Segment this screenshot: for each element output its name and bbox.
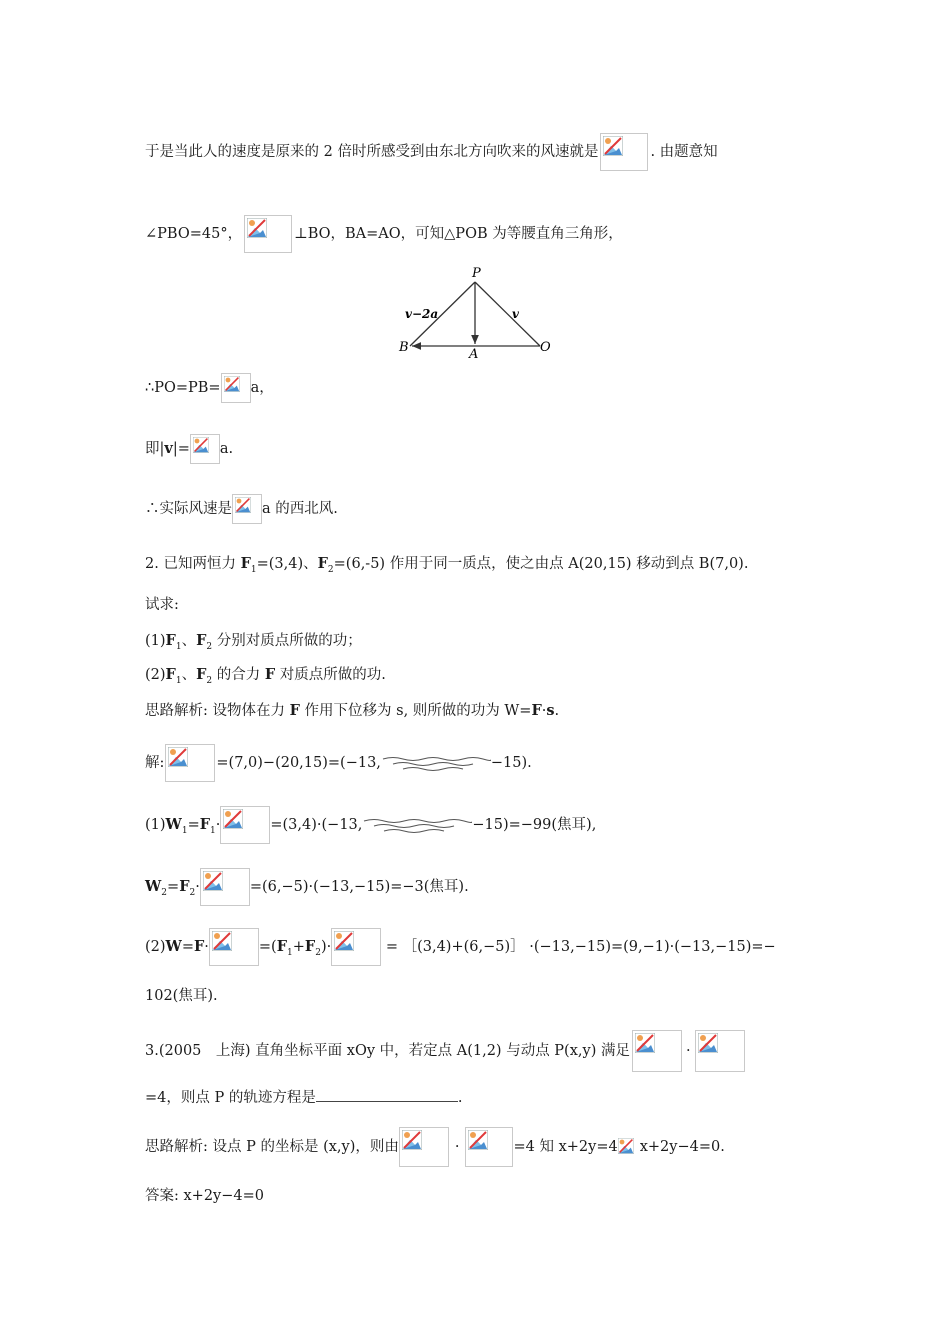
text: 分别对质点所做的功； — [212, 633, 362, 649]
text: −15)=−99(焦耳), — [472, 817, 597, 833]
symbol: F — [179, 878, 190, 895]
broken-image-icon — [190, 434, 220, 464]
text: 思路解析: 设点 P 的坐标是 (x,y)，则由 — [145, 1139, 399, 1155]
text: 3.(2005 上海) 直角坐标平面 xOy 中，若定点 A(1,2) 与动点 P(x,y) 满足 — [145, 1043, 630, 1059]
text: (2) — [145, 939, 166, 955]
paragraph-2 — [145, 215, 623, 253]
text: 解: — [145, 755, 165, 771]
text: · — [215, 817, 221, 833]
subscript: 1 — [287, 947, 293, 958]
symbol: s — [546, 702, 555, 719]
text: 即| — [145, 441, 165, 457]
text: 、 — [181, 633, 197, 649]
text: 于是当此人的速度是原来的 2 倍时所感受到由东北方向吹来的风速就是 — [145, 144, 599, 160]
text: 、 — [181, 667, 197, 683]
wavy-strike-decoration — [362, 816, 472, 834]
label-b: B — [399, 340, 409, 355]
subscript: 2 — [161, 887, 168, 898]
symbol: F — [531, 702, 542, 719]
broken-image-icon — [632, 1030, 682, 1072]
symbol: F — [199, 816, 211, 833]
triangle-diagram — [395, 262, 565, 362]
text: (2) — [145, 667, 166, 683]
symbol: F — [196, 632, 207, 649]
text: 思路解析: 设物体在力 — [145, 703, 290, 719]
broken-image-icon — [465, 1127, 513, 1167]
text: a 的西北风. — [262, 501, 338, 517]
text: = — [187, 817, 200, 833]
text: . — [554, 703, 560, 719]
text: =4 知 x+2y=4 — [513, 1139, 618, 1155]
text: ∠PBO=45°， — [145, 226, 243, 242]
text: ∴实际风速是 — [145, 501, 232, 517]
text: =4，则点 P 的轨迹方程是 — [145, 1090, 316, 1106]
text: · — [454, 1139, 460, 1155]
text: 对质点所做的功. — [275, 667, 386, 683]
text: |= — [172, 441, 190, 457]
text: = — [167, 879, 180, 895]
subscript: 1 — [210, 825, 216, 836]
subscript: 2 — [315, 947, 321, 958]
text: 试求: — [145, 597, 179, 613]
solution-displacement — [145, 744, 532, 782]
question-2-part-1 — [145, 631, 362, 657]
text: =(7,0)−(20,15)=(−13, — [216, 755, 381, 771]
text: · — [685, 1043, 691, 1059]
label-o: O — [540, 340, 551, 355]
text: 答案: x+2y−4=0 — [145, 1188, 264, 1204]
question-3-statement-cont — [145, 1087, 462, 1108]
symbol: W — [165, 938, 182, 955]
broken-image-icon — [695, 1030, 745, 1072]
symbol: F — [289, 702, 300, 719]
question-2-ask — [145, 595, 179, 615]
text: . — [457, 1090, 463, 1106]
solution-w2 — [145, 868, 469, 906]
text: =(6,−5)·(−13,−15)=−3(焦耳). — [249, 879, 469, 895]
solution-w1 — [145, 806, 596, 844]
broken-image-icon — [165, 744, 215, 782]
wavy-strike-decoration — [381, 754, 491, 772]
text: x+2y−4=0. — [639, 1139, 725, 1155]
symbol: F — [194, 938, 205, 955]
question-2-statement — [145, 554, 748, 580]
broken-image-icon — [220, 806, 270, 844]
question-2-part-2 — [145, 665, 386, 691]
symbol: F — [264, 666, 276, 683]
symbol: W — [145, 878, 162, 895]
text: =( — [258, 939, 277, 955]
symbol: F — [165, 666, 176, 683]
text: 102(焦耳). — [145, 988, 218, 1004]
text: =(3,4)·(−13, — [270, 817, 363, 833]
label-v: v — [512, 307, 519, 321]
symbol: F — [165, 632, 176, 649]
edge-po — [475, 282, 540, 346]
text: 2. 已知两恒力 — [145, 556, 241, 572]
symbol: F — [304, 938, 316, 955]
subscript: 1 — [181, 825, 188, 836]
subscript: 2 — [327, 564, 334, 575]
question-2-idea — [145, 701, 559, 721]
subscript: 2 — [206, 675, 213, 686]
text: · — [541, 703, 547, 719]
paragraph-4 — [145, 434, 233, 464]
symbol: F — [196, 666, 207, 683]
text: ∴PO=PB= — [145, 380, 221, 396]
paragraph-3 — [145, 373, 274, 403]
text: = — [181, 939, 194, 955]
symbol: F — [317, 555, 328, 572]
text: · — [204, 939, 209, 955]
text: ⊥BO，BA=AO，可知△POB 为等腰直角三角形， — [294, 226, 623, 242]
question-3-answer — [145, 1186, 264, 1206]
text: · — [195, 879, 200, 895]
text: (1) — [145, 633, 166, 649]
paragraph-1 — [145, 133, 718, 171]
broken-image-icon — [232, 494, 262, 524]
answer-blank — [316, 1087, 458, 1102]
broken-image-icon — [600, 133, 648, 171]
question-3-statement — [145, 1030, 745, 1072]
label-p: P — [472, 266, 481, 281]
text: + — [292, 939, 305, 955]
symbol: F — [240, 555, 251, 572]
text: )· — [320, 939, 332, 955]
text: (1) — [145, 817, 166, 833]
subscript: 1 — [175, 641, 182, 652]
text: = ［(3,4)+(6,−5)］ ·(−13,−15)=(9,−1)·(−13,−15)=− — [381, 939, 776, 955]
broken-image-icon — [399, 1127, 449, 1167]
question-3-idea — [145, 1127, 725, 1167]
broken-image-icon — [200, 868, 250, 906]
text: =(3,4)、 — [256, 556, 318, 572]
paragraph-5 — [145, 494, 338, 524]
symbol: W — [165, 816, 182, 833]
symbol: F — [276, 938, 288, 955]
text: =(6,-5) 作用于同一质点，使之由点 A(20,15) 移动到点 B(7,0). — [333, 556, 749, 572]
solution-w-total — [145, 928, 776, 966]
text: . 由题意知 — [650, 144, 718, 160]
broken-image-icon — [244, 215, 292, 253]
subscript: 1 — [250, 564, 257, 575]
text: a. — [219, 441, 234, 457]
label-v-minus-2a: v−2a — [405, 307, 439, 321]
broken-image-icon — [221, 373, 251, 403]
text: 的合力 — [212, 667, 265, 683]
solution-w-total-cont — [145, 986, 218, 1006]
text: 作用下位移为 s, 则所做的功为 W= — [299, 703, 532, 719]
vector-v: v — [164, 440, 173, 457]
broken-image-icon — [209, 928, 259, 966]
subscript: 2 — [189, 887, 196, 898]
text: a， — [250, 380, 274, 396]
subscript: 2 — [206, 641, 213, 652]
broken-image-icon — [331, 928, 381, 966]
broken-image-icon — [618, 1136, 640, 1158]
label-a: A — [469, 347, 479, 362]
text: −15). — [490, 755, 532, 771]
subscript: 1 — [175, 675, 182, 686]
